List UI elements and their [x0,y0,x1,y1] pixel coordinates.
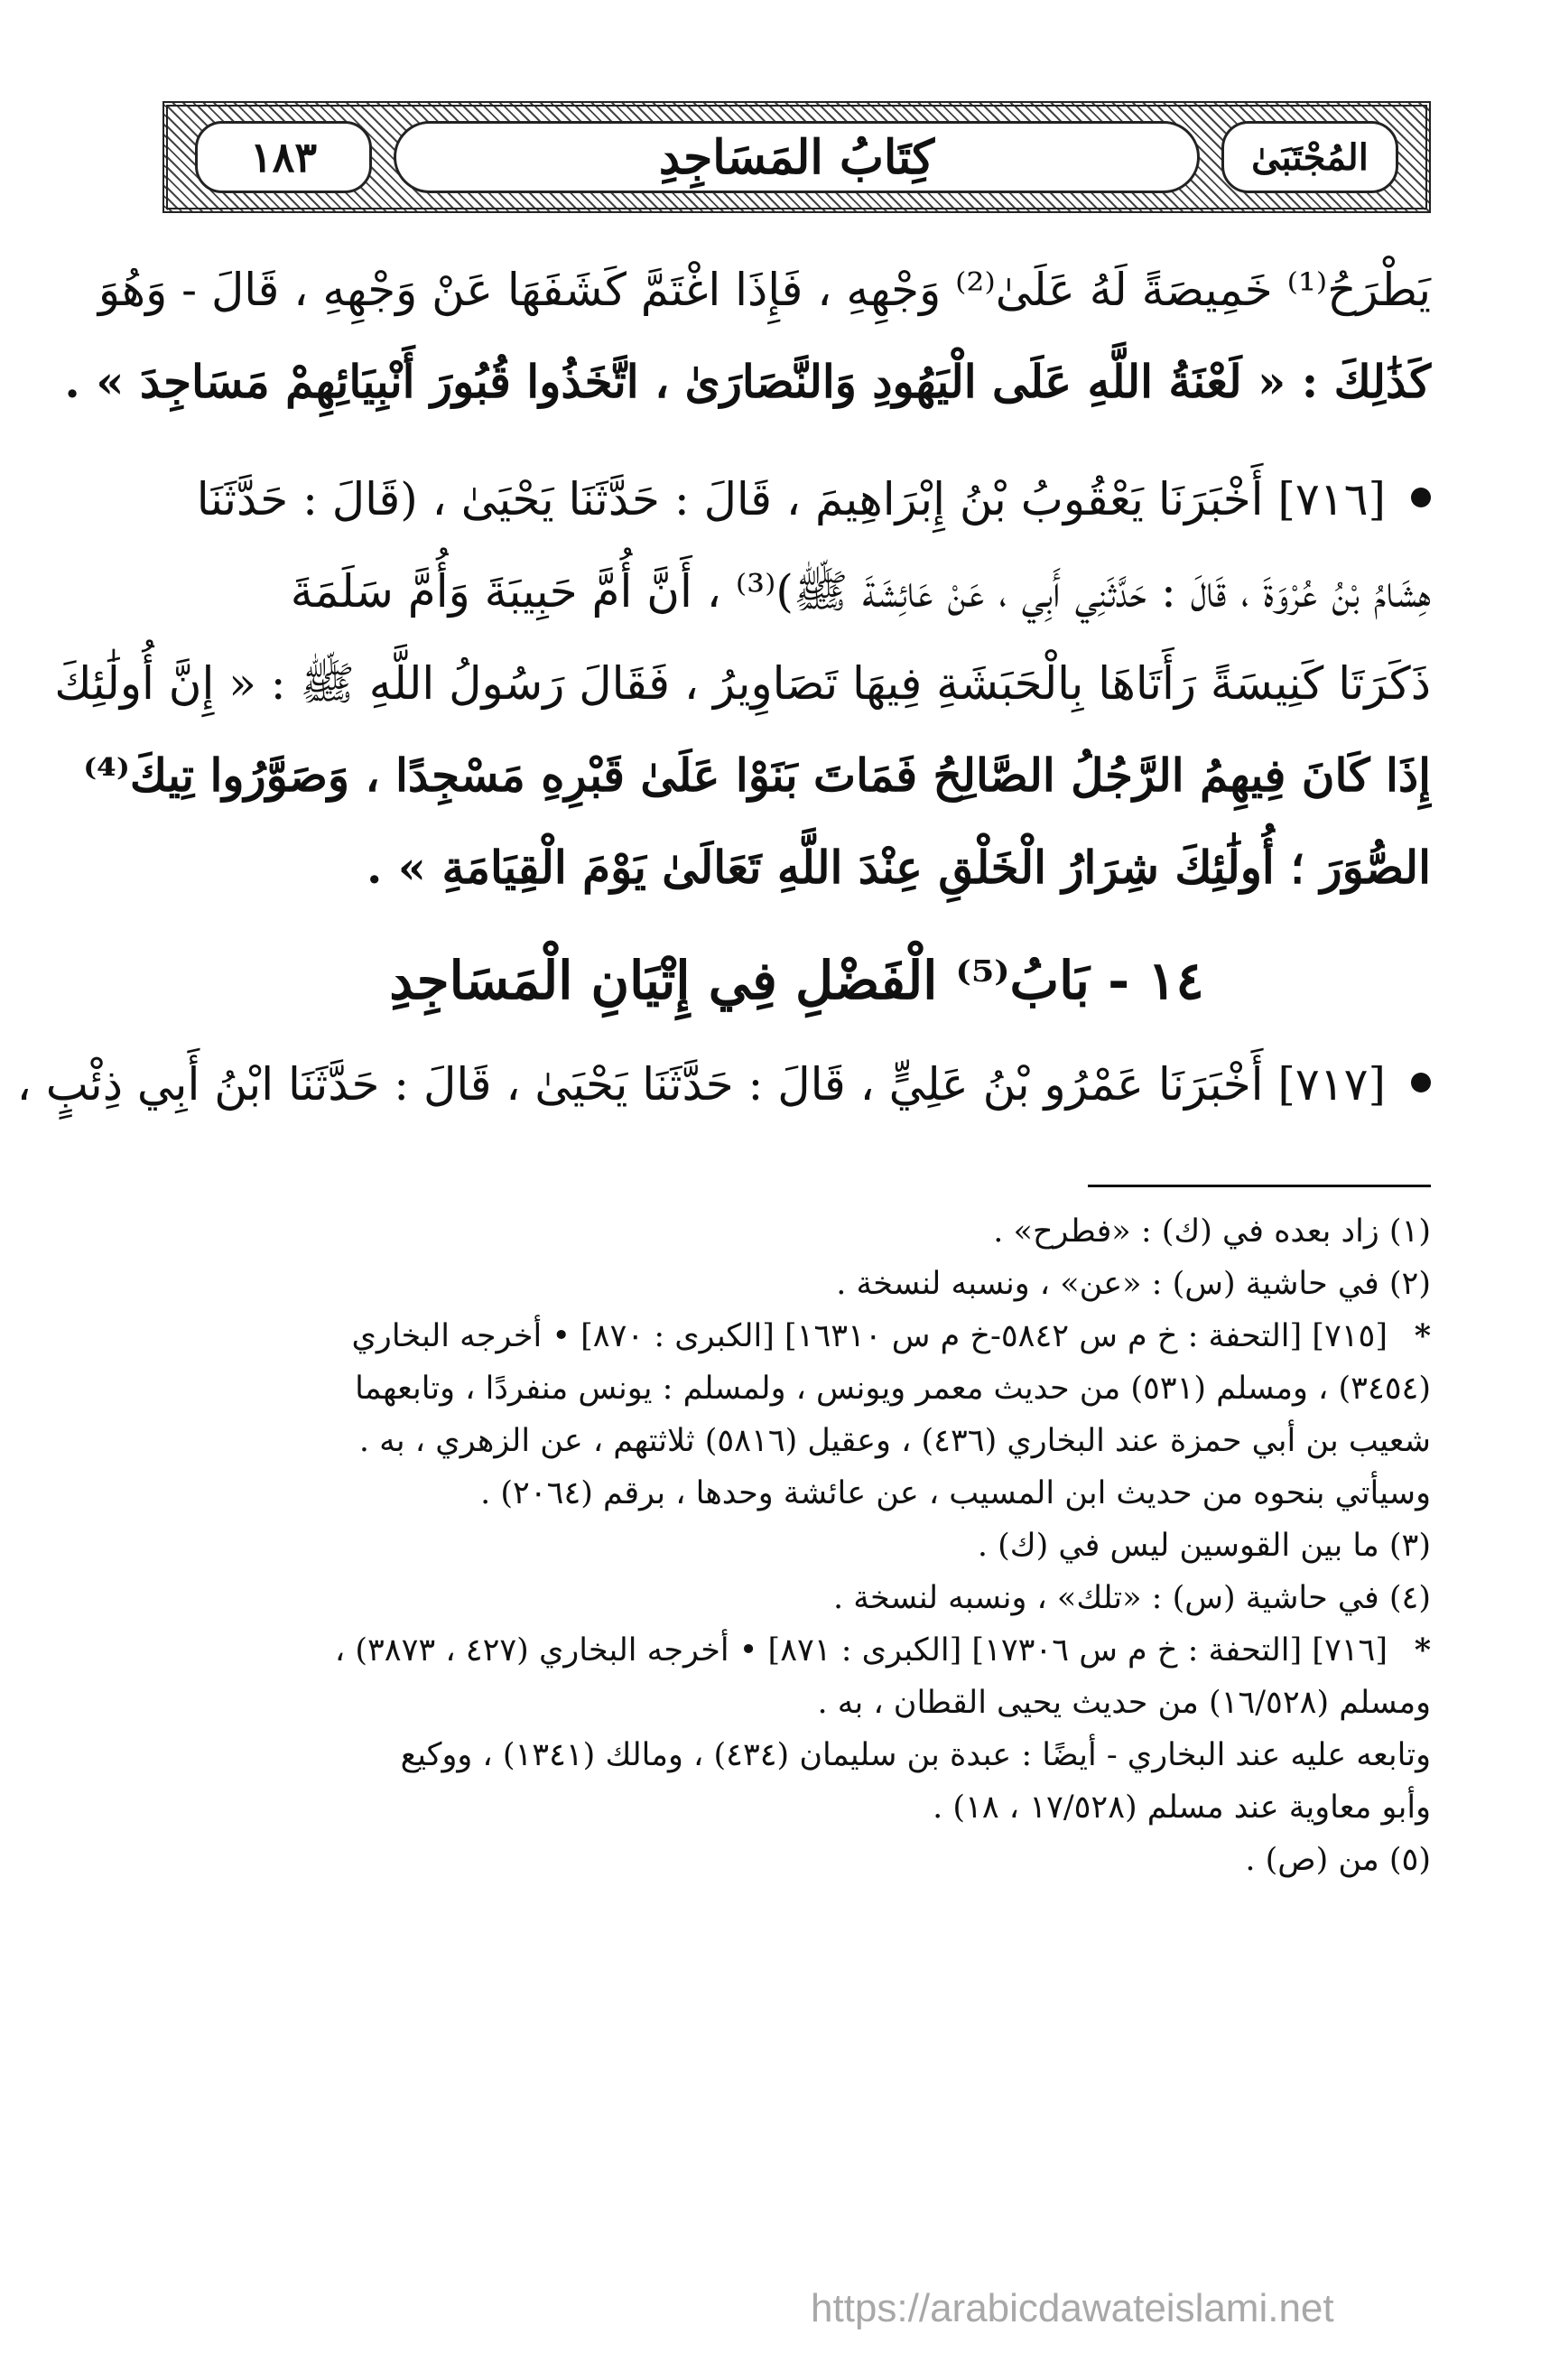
page-number: ١٨٣ [249,133,318,181]
section-heading: ١٤ - بَابُ⁽⁵⁾ الْفَضْلِ فِي إِتْيَانِ الْمَسَاجِدِ [389,950,1204,1011]
footnote-takhrij [162,1310,1431,1362]
hadith-line: ذَكَرَتَا كَنِيسَةً رَأَتَاهَا بِالْحَبَشَةِ فِيهَا تَصَاوِيرُ ، فَقَالَ رَسُولُ اللَّهِ ﷺ : « إِنَّ أُولَٰئِكَ [54,657,1431,710]
footnote: وسيأتي بنحوه من حديث ابن المسيب ، عن عائشة وحدها ، برقم (٢٠٦٤) . [480,1475,1431,1511]
book-logo: المُجْتَبَىٰ [1251,135,1369,179]
footnote: (٤) في حاشية (س) : «تلك» ، ونسبه لنسخة . [832,1580,1431,1616]
page-content [16,244,1431,1886]
text-line: كَذَٰلِكَ : « لَعْنَةُ اللَّهِ عَلَى الْيَهُودِ وَالنَّصَارَىٰ ، اتَّخَذُوا قُبُورَ أَنْبِيَائِهِمْ مَسَاجِدَ » . [64,355,1431,408]
footnote: شعيب بن أبي حمزة عند البخاري (٤٣٦) ، وعقيل (٥٨١٦) ثلاثتهم ، عن الزهري ، به . [358,1423,1431,1459]
hadith-717 [16,1038,1431,1130]
footnote: (٣٤٥٤) ، ومسلم (٥٣١) من حديث معمر ويونس ، ولمسلم : يونس منفردًا ، وتابعهما [355,1371,1431,1407]
hadith-line: هِشَامُ بْنُ عُرْوَةَ ، قَالَ : حَدَّثَنِي أَبِي ، عَنْ عَائِشَةَ ﷺ)⁽³⁾ ، أَنَّ أُمَّ حَبِيبَةَ وَأُمَّ سَلَمَةَ [290,565,1431,618]
asterisk-icon: * [1414,1632,1431,1669]
bullet-icon [1411,488,1431,507]
hadith-text: [٧١٧] أَخْبَرَنَا عَمْرُو بْنُ عَلِيٍّ ، قَالَ : حَدَّثَنَا يَحْيَىٰ ، قَالَ : حَدَّثَنَا ابْنُ أَبِي ذِئْبٍ ، [16,1058,1386,1111]
footnote: (٥) من (ص) . [1245,1842,1431,1878]
footnote-text: [٧١٥] [التحفة : خ م س ٥٨٤٢-خ م س ١٦٣١٠] [الكبرى : ٨٧٠] • أخرجه البخاري [351,1318,1388,1354]
hadith-line: إِذَا كَانَ فِيهِمُ الرَّجُلُ الصَّالِحُ فَمَاتَ بَنَوْا عَلَىٰ قَبْرِهِ مَسْجِدًا ، وَصَوَّرُوا تِيكَ⁽⁴⁾ [83,748,1431,802]
footnote: (٣) ما بين القوسين ليس في (ك) . [977,1528,1431,1564]
footnote: وتابعه عليه عند البخاري - أيضًا : عبدة بن سليمان (٤٣٤) ، ومالك (١٣٤١) ، ووكيع [400,1737,1431,1773]
hadith-line: الصُّوَرَ ؛ أُولَٰئِكَ شِرَارُ الْخَلْقِ عِنْدَ اللَّهِ تَعَالَىٰ يَوْمَ الْقِيَامَةِ » . [366,841,1431,894]
hadith-716 [54,453,1431,914]
asterisk-icon: * [1414,1317,1431,1354]
hadith-text: [٧١٦] أَخْبَرَنَا يَعْقُوبُ بْنُ إِبْرَاهِيمَ ، قَالَ : حَدَّثَنَا يَحْيَىٰ ، (قَالَ : حَدَّثَنَا [196,473,1386,525]
footnote: (٢) في حاشية (س) : «عن» ، ونسبه لنسخة . [836,1266,1431,1302]
hadith-line [162,453,1431,545]
chapter-title-cartouche [394,121,1200,193]
bullet-icon [1411,1073,1431,1092]
chapter-title: كِتَابُ المَسَاجِدِ [658,129,935,185]
page-header [162,101,1431,213]
footnote: وأبو معاوية عند مسلم (١٧/٥٢٨ ، ١٨) . [933,1790,1431,1826]
footnote: (١) زاد بعده في (ك) : «فطرح» . [993,1213,1431,1250]
footnotes [162,1205,1431,1886]
page-number-cartouche [195,121,372,193]
footnote-text: [٧١٦] [التحفة : خ م س ١٧٣٠٦] [الكبرى : ٨٧١] • أخرجه البخاري (٤٢٧ ، ٣٨٧٣) ، [334,1632,1388,1669]
watermark-url: https://arabicdawateislami.net [811,2286,1334,2330]
footnote-divider [1088,1185,1431,1187]
book-logo-cartouche [1221,121,1398,193]
footnote-takhrij [162,1624,1431,1677]
footnote: ومسلم (١٦/٥٢٨) من حديث يحيى القطان ، به . [817,1685,1431,1721]
text-line: يَطْرَحُ⁽¹⁾ خَمِيصَةً لَهُ عَلَىٰ⁽²⁾ وَجْهِهِ ، فَإِذَا اغْتَمَّ كَشَفَهَا عَنْ وَجْهِهِ ، قَالَ - وَهُوَ [97,264,1431,316]
